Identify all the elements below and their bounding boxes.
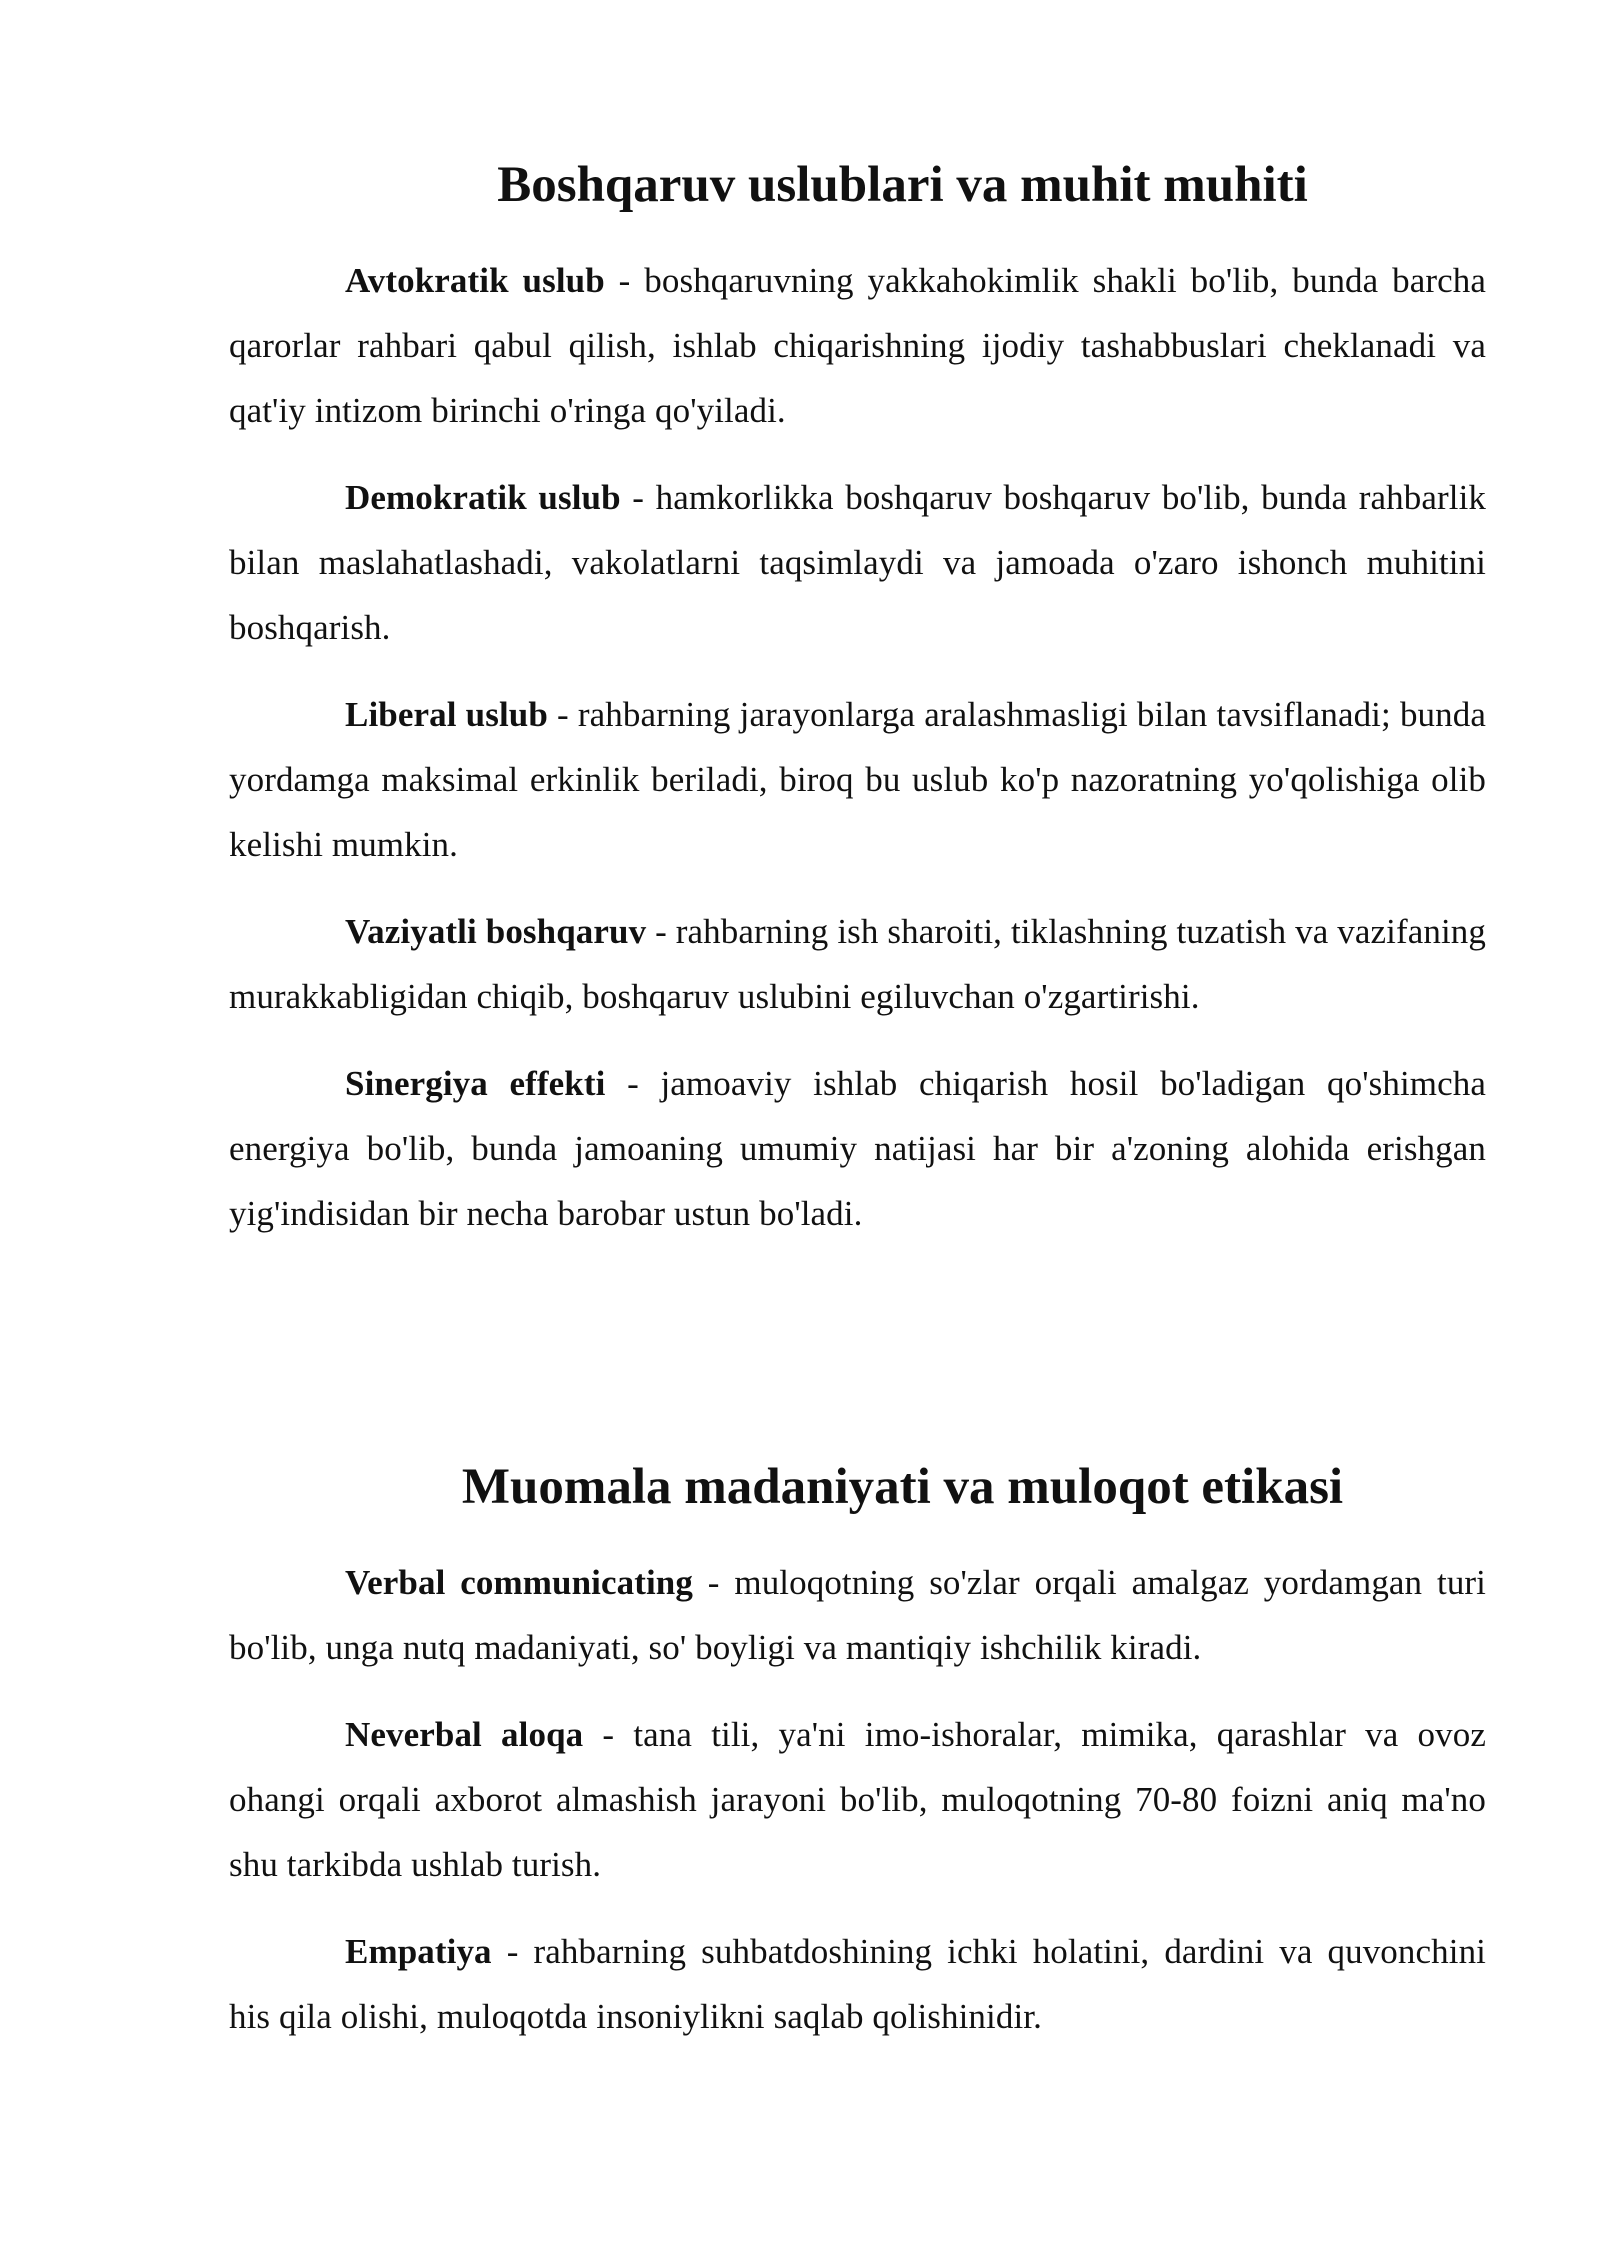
paragraph-empathy (229, 1919, 1486, 2049)
section-title: Boshqaruv uslublari va muhit muhiti (497, 157, 1308, 213)
term: Empatiya (345, 1932, 492, 1971)
definition: - rahbarning ish sharoiti, tiklashning tuzatish va vazifaning murakkabligidan chiqib, boshqaruv uslubini egiluvchan o'zgartirishi. (229, 912, 1486, 1016)
paragraph-situational-management (229, 899, 1486, 1029)
term: Avtokratik uslub (345, 261, 605, 300)
definition: - boshqaruvning yakkahokimlik shakli bo'lib, bunda barcha qarorlar rahbari qabul qilish, ishlab chiqarishning ijodiy tashabbuslari cheklanadi va qat'iy intizom birinchi o'ringa qo'yiladi. (229, 261, 1486, 430)
term: Liberal uslub (345, 695, 548, 734)
paragraph-liberal-style (229, 682, 1486, 877)
term: Verbal communicating (345, 1563, 693, 1602)
paragraph-autocratic-style (229, 248, 1486, 443)
term: Vaziyatli boshqaruv (345, 912, 647, 951)
definition: - rahbarning jarayonlarga aralashmasligi bilan tavsiflanadi; bunda yordamga maksimal erkinlik beriladi, biroq bu uslub ko'p nazoratning yo'qolishiga olib kelishi mumkin. (229, 695, 1486, 864)
term: Neverbal aloqa (345, 1715, 584, 1754)
paragraph-democratic-style (229, 465, 1486, 660)
definition: - muloqotning so'zlar orqali amalgaz yordamgan turi bo'lib, unga nutq madaniyati, so' boyligi va mantiqiy ishchilik kiradi. (229, 1563, 1486, 1667)
section-management-styles (229, 150, 1486, 1246)
section-title: Muomala madaniyati va muloqot etikasi (461, 1459, 1344, 1515)
definition: - hamkorlikka boshqaruv boshqaruv bo'lib, bunda rahbarlik bilan maslahatlashadi, vakolatlarni taqsimlaydi va jamoada o'zaro ishonch muhitini boshqarish. (229, 478, 1486, 647)
definition: - rahbarning suhbatdoshining ichki holatini, dardini va quvonchini his qila olishi, muloqotda insoniylikni saqlab qolishinidir. (229, 1932, 1486, 2036)
definition: - jamoaviy ishlab chiqarish hosil bo'ladigan qo'shimcha energiya bo'lib, bunda jamoaning umumiy natijasi har bir a'zoning alohida erishgan yig'indisidan bir necha barobar ustun bo'ladi. (229, 1064, 1486, 1233)
term: Demokratik uslub (345, 478, 621, 517)
definition: - tana tili, ya'ni imo-ishoralar, mimika, qarashlar va ovoz ohangi orqali axborot almashish jarayoni bo'lib, muloqotning 70-80 foizni aniq ma'no shu tarkibda ushlab turish. (229, 1715, 1486, 1884)
section-communication-culture (229, 1452, 1486, 2049)
paragraph-synergy-effect (229, 1051, 1486, 1246)
term: Sinergiya effekti (345, 1064, 606, 1103)
paragraph-nonverbal-communication (229, 1702, 1486, 1897)
paragraph-verbal-communicating (229, 1550, 1486, 1680)
